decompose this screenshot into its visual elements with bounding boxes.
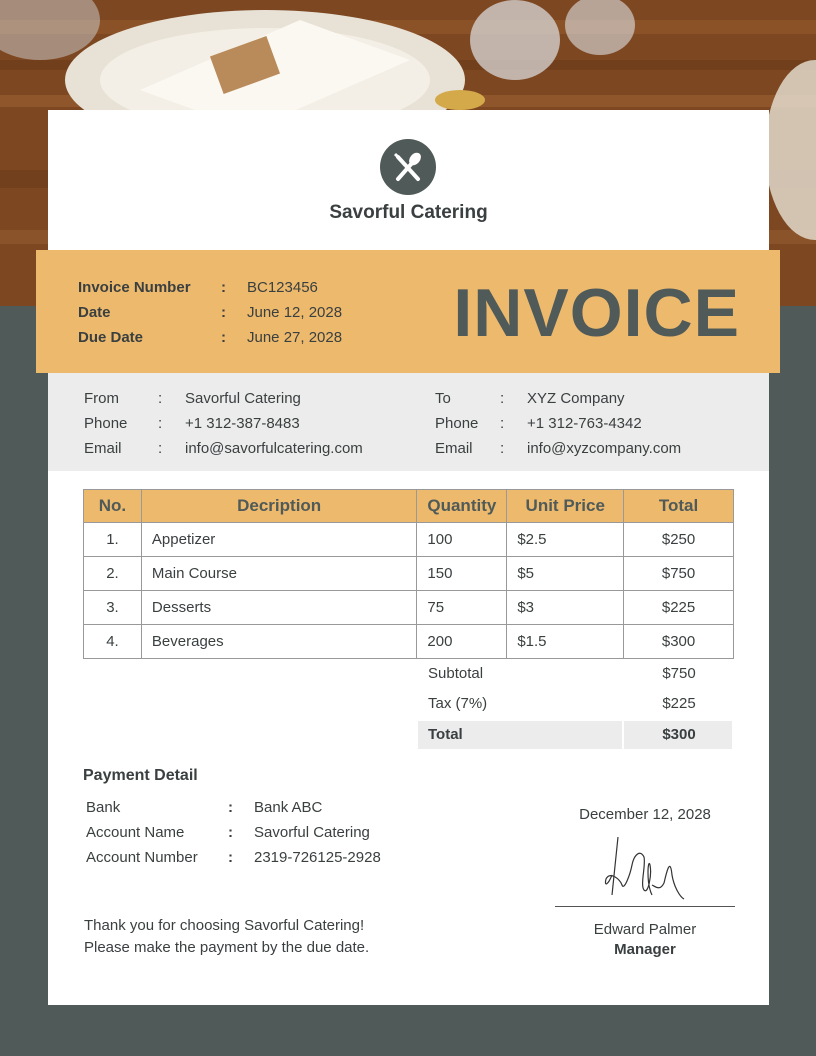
- from-phone-label: Phone: [84, 415, 128, 432]
- cell-description: Main Course: [141, 557, 416, 591]
- separator: :: [158, 440, 163, 457]
- cell-total: $225: [624, 591, 734, 625]
- to-email: info@xyzcompany.com: [527, 440, 682, 457]
- cell-quantity: 75: [417, 591, 507, 625]
- header-total: Total: [624, 490, 734, 523]
- separator: :: [158, 415, 163, 432]
- to-phone: +1 312-763-4342: [527, 415, 642, 432]
- date-value: June 12, 2028: [247, 304, 343, 321]
- subtotal-label: Subtotal: [428, 665, 484, 682]
- invoice-number-label: Invoice Number: [78, 279, 191, 296]
- items-table: [83, 489, 734, 659]
- logo: [380, 139, 436, 195]
- table-row: [84, 523, 734, 557]
- tax-value: $225: [662, 695, 696, 712]
- table-row: [84, 557, 734, 591]
- fork-spoon-icon: [380, 139, 436, 195]
- to-name: XYZ Company: [527, 390, 625, 407]
- header-quantity: Quantity: [417, 490, 507, 523]
- signature-line: [555, 906, 735, 907]
- cell-description: Appetizer: [141, 523, 416, 557]
- from-name: Savorful Catering: [185, 390, 301, 407]
- signature-date: December 12, 2028: [579, 806, 711, 823]
- invoice-title: INVOICE: [453, 275, 740, 351]
- header-description: Decription: [141, 490, 416, 523]
- signer-name: Edward Palmer: [593, 921, 697, 938]
- account-number-value: 2319-726125-2928: [254, 849, 381, 866]
- table-row: [84, 591, 734, 625]
- cell-quantity: 200: [417, 625, 507, 659]
- bank-label: Bank: [86, 799, 121, 816]
- to-label: To: [435, 390, 451, 407]
- separator: :: [228, 799, 233, 816]
- from-phone: +1 312-387-8483: [185, 415, 300, 432]
- separator: :: [500, 440, 505, 457]
- separator: :: [500, 415, 505, 432]
- from-email: info@savorfulcatering.com: [185, 440, 363, 457]
- table-row: [84, 625, 734, 659]
- separator: :: [228, 849, 233, 866]
- cell-unit-price: $5: [507, 557, 624, 591]
- table-header-row: [84, 490, 734, 523]
- thanks-line-2: Please make the payment by the due date.: [84, 939, 370, 956]
- cell-no: 4.: [84, 625, 142, 659]
- separator: :: [228, 824, 233, 841]
- company-name: Savorful Catering: [329, 202, 488, 223]
- signer-role: Manager: [614, 941, 676, 958]
- cell-description: Desserts: [141, 591, 416, 625]
- due-date-value: June 27, 2028: [247, 329, 343, 346]
- party-info: [48, 373, 769, 471]
- cell-total: $300: [624, 625, 734, 659]
- header-no: No.: [84, 490, 142, 523]
- tax-label: Tax (7%): [428, 695, 488, 712]
- separator: :: [158, 390, 163, 407]
- payment-detail-title: Payment Detail: [83, 767, 198, 784]
- cell-quantity: 100: [417, 523, 507, 557]
- cell-description: Beverages: [141, 625, 416, 659]
- due-date-label: Due Date: [78, 329, 144, 346]
- cell-total: $750: [624, 557, 734, 591]
- from-email-label: Email: [84, 440, 122, 457]
- cell-quantity: 150: [417, 557, 507, 591]
- account-number-label: Account Number: [86, 849, 198, 866]
- account-name-label: Account Name: [86, 824, 185, 841]
- signature-image: [600, 835, 690, 910]
- invoice-number-value: BC123456: [247, 279, 318, 296]
- cell-no: 3.: [84, 591, 142, 625]
- header-unit-price: Unit Price: [507, 490, 624, 523]
- total-label: Total: [428, 726, 463, 743]
- cell-no: 2.: [84, 557, 142, 591]
- to-phone-label: Phone: [435, 415, 479, 432]
- subtotal-value: $750: [662, 665, 696, 682]
- bank-value: Bank ABC: [254, 799, 323, 816]
- separator: :: [221, 304, 226, 321]
- cell-unit-price: $2.5: [507, 523, 624, 557]
- invoice-band: [36, 250, 780, 373]
- separator: :: [221, 329, 226, 346]
- cell-total: $250: [624, 523, 734, 557]
- date-label: Date: [78, 304, 111, 321]
- account-name-value: Savorful Catering: [254, 824, 370, 841]
- to-email-label: Email: [435, 440, 473, 457]
- thanks-line-1: Thank you for choosing Savorful Catering!: [84, 917, 365, 934]
- from-label: From: [84, 390, 119, 407]
- cell-no: 1.: [84, 523, 142, 557]
- separator: :: [500, 390, 505, 407]
- cell-unit-price: $1.5: [507, 625, 624, 659]
- separator: :: [221, 279, 226, 296]
- cell-unit-price: $3: [507, 591, 624, 625]
- total-value: $300: [662, 726, 696, 743]
